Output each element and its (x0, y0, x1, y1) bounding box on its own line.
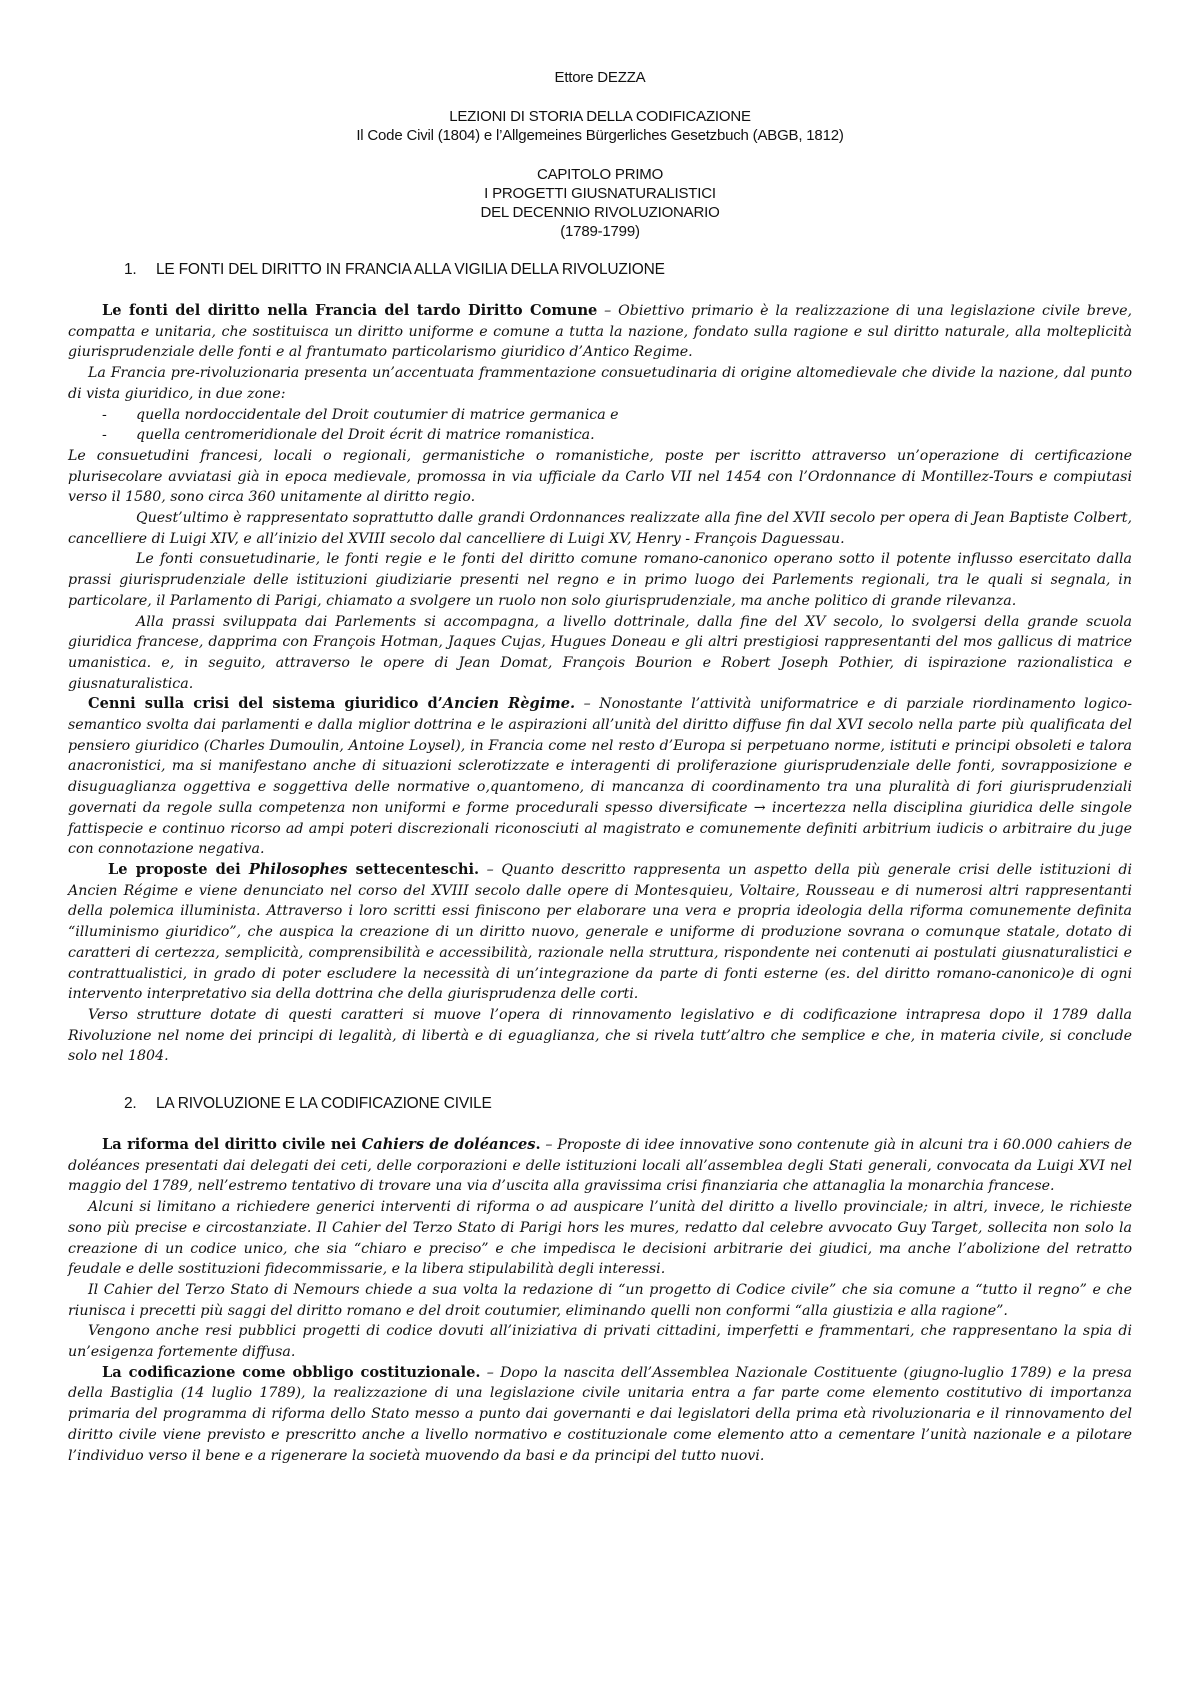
document-subtitle: Il Code Civil (1804) e l’Allgemeines Bürgerliches Gesetzbuch (ABGB, 1812) (356, 127, 844, 144)
paragraph (68, 1135, 1132, 1197)
paragraph-heading: Le fonti del diritto nella Francia del tardo Diritto Comune (102, 302, 598, 319)
chapter-heading (68, 165, 1132, 241)
paragraph: Quest’ultimo è rappresentato soprattutto dalle grandi Ordonnances realizzate alla fine del XVII secolo per opera di Jean Baptiste Colbert, cancelliere di Luigi XIV, e all’inizio del XVIII secolo dal cancelliere di Luigi XV, Henry - François Daguessau. (68, 510, 1132, 547)
paragraph (68, 860, 1132, 1005)
paragraph: Vengono anche resi pubblici progetti di codice dovuti all’iniziativa di privati cittadini, imperfetti e frammentari, che rappresentano la spia di un’esigenza fortemente diffusa. (68, 1323, 1132, 1361)
document-page (68, 68, 1132, 1466)
chapter-line: (1789-1799) (560, 223, 640, 240)
paragraph (68, 1363, 1132, 1467)
paragraph: Alla prassi sviluppata dai Parlements si accompagna, a livello dottrinale, dalla fine del XV secolo, lo svolgersi della grande scuola giuridica francese, dapprima con François Hotman, Jaques Cujas, Hugues Doneau e gli altri prestigiosi rappresentanti del mos gallicus di matrice umanistica. e, in seguito, attraverso le opere di Jean Domat, François Bourion e Robert Joseph Pothier, di ispirazione razionalistica e giusnaturalistica. (68, 613, 1132, 692)
list-item-text: quella nordoccidentale del Droit coutumier di matrice germanica e (136, 406, 619, 423)
paragraph-text: – Nonostante l’attività uniformatrice e di parziale riordinamento logico-semantico svolta dai parlamenti e dalla miglior dottrina e le aspirazioni all’unità del diritto diffuse fin dal XVI secolo nella parte più qualificata del pensiero giuridico (Charles Dumoulin, Antoine Loysel), in Francia come nel resto d’Europa si perpetuano norme, istituti e principi obsoleti e talora anacronistici, ma si manifestano anche di situazioni sclerotizzate e interagenti di proliferazione giurisprudenziale delle fonti, sovrapposizione e disuguaglianza oggettiva e soggettiva delle normative o,quantomeno, di mancanza di coordinamento tra una pluralità di fori giurisprudenziali governati da regole sulla competenza non uniformi e forme procedurali spesso diversificate (68, 696, 1133, 816)
paragraph-text: – Quanto descritto rappresenta un aspetto della più generale crisi delle istituzioni di Ancien Régime e viene denunciato nel corso del XVIII secolo dalle opere di Montesquieu, Voltaire, Rousseau e di numerosi altri rappresentanti della polemica illuminista. Attraverso i loro scritti essi finiscono per elaborare una vera e propria ideologia della riforma comunemente definita “illuminismo giuridico”, che auspica la creazione di un diritto nuovo, generale e uniforme di produzione sovrana o comunque statale, dotato di caratteri di certezza, semplicità, comprensibilità e accessibilità, razionale nella struttura, rispondente nei contenuti ai postulati giusnaturalistici e contrattualistici, in grado di poter escludere la necessità di un’integrazione da parte di fonti esterne (es. del diritto romano-canonico)e di ogni intervento interpretativo sia della dottrina che della giurisprudenza delle corti. (68, 861, 1132, 1003)
arrow-icon: → (753, 799, 766, 816)
paragraph-text: incertezza nella disciplina giuridica delle singole fattispecie e continuo ricorso ad ampi poteri discrezionali riconosciuti al magistrato e comunemente definiti arbitrium iudicis o arbitraire du juge con connotazione negativa. (68, 799, 1132, 858)
paragraph (68, 301, 1132, 363)
document-title: LEZIONI DI STORIA DELLA CODIFICAZIONE (449, 108, 751, 125)
paragraph (68, 694, 1132, 860)
paragraph-text: – Dopo la nascita dell’Assemblea Nazionale Costituente (giugno-luglio 1789) e la presa della Bastiglia (14 luglio 1789), la realizzazione di una legislazione civile unitaria entra a far parte come elemento costitutivo di importanza primaria del programma di riforma dello Stato messo a punto dai governanti e dai legislatori della prima età rivoluzionaria e il rinnovamento del diritto civile viene previsto e prescritto anche a livello normativo e costituzionale come elemento atto a cementare l’unità nazionale e a pilotare l’individuo verso il bene e a rigenerare la società muovendo da basi e da principi del tutto nuovi. (68, 1364, 1132, 1464)
chapter-line: DEL DECENNIO RIVOLUZIONARIO (480, 204, 720, 221)
list-item: - quella centromeridionale del Droit écrit di matrice romanistica. (102, 427, 595, 444)
chapter-line: CAPITOLO PRIMO (536, 166, 664, 183)
paragraph: Verso strutture dotate di questi caratteri si muove l’opera di rinnovamento legislativo e di codificazione intrapresa dopo il 1789 dalla Rivoluzione nel nome dei principi di legalità, di libertà e di eguaglianza, che si rivela tutt’altro che semplice e che, in materia civile, si conclude solo nel 1804. (68, 1006, 1132, 1065)
paragraph-heading: La codificazione come obbligo costituzionale. (102, 1363, 481, 1381)
zone-list (68, 405, 1132, 446)
paragraph-heading: La riforma del diritto civile nei Cahiers de doléances. (102, 1136, 541, 1154)
paragraph: La Francia pre-rivoluzionaria presenta un’accentuata frammentazione consuetudinaria di origine altomedievale che divide la nazione, dal punto di vista giuridico, in due zone: (68, 365, 1132, 402)
author: Ettore DEZZA (554, 69, 646, 86)
section-title: LE FONTI DEL DIRITTO IN FRANCIA ALLA VIGILIA DELLA RIVOLUZIONE (156, 261, 665, 278)
list-item: - quella nordoccidentale del Droit coutumier di matrice germanica e (102, 406, 619, 423)
section-number: 1. (124, 261, 137, 278)
section-number: 2. (124, 1095, 137, 1113)
section-heading-2 (124, 1095, 1132, 1113)
chapter-line: I PROGETTI GIUSNATURALISTICI (484, 185, 716, 202)
list-item-text: quella centromeridionale del Droit écrit di matrice romanistica. (136, 427, 595, 444)
paragraph-text: – Proposte di idee innovative sono contenute già in alcuni tra i 60.000 cahiers de doléances presentati dai delegati dei ceti, delle corporazioni e delle istituzioni locali all’assemblea degli Stati generali, convocata da Luigi XVI nel maggio del 1789, nell’estremo tentativo di trovare una via d’uscita alla gravissima crisi finanziaria che attanaglia la monarchia francese. (68, 1137, 1132, 1195)
paragraph-heading: Le proposte dei Philosophes settecenteschi. (108, 860, 480, 878)
title-block (68, 107, 1132, 145)
section-heading-1 (124, 261, 1132, 279)
paragraph: Il Cahier del Terzo Stato di Nemours chiede a sua volta la redazione di “un progetto di Codice civile” che sia comune a “tutto il regno” e che riunisca i precetti più saggi del diritto romano e del droit coutumier, eliminando quelli non conformi “alla giustizia e alla ragione”. (68, 1281, 1132, 1319)
paragraph: Le fonti consuetudinarie, le fonti regie e le fonti del diritto comune romano-canonico operano sotto il potente influsso esercitato dalla prassi giurisprudenziale delle istituzioni giudiziarie presenti nel regno e in primo luogo dei Parlements regionali, tra le quali si segnala, in particolare, il Parlamento di Parigi, chiamato a svolgere un ruolo non solo giurisprudenziale, ma anche politico di grande rilevanza. (68, 551, 1132, 609)
paragraph: Alcuni si limitano a richiedere generici interventi di riforma o ad auspicare l’unità del diritto a livello provinciale; in altri, invece, le richieste sono più precise e circostanziate. Il Cahier del Terzo Stato di Parigi hors les mures, redatto dal celebre avvocato Guy Target, sollecita non solo la creazione di un codice unico, che sia “chiaro e preciso” e che impedisca le decisioni arbitrarie dei giudici, ma anche l’abolizione del retratto feudale e delle sostituzioni fidecommissarie, e la libera stipulabilità degli interessi. (68, 1199, 1132, 1278)
paragraph-text: – Obiettivo primario è la realizzazione di una legislazione civile breve, compatta e unitaria, che sostituisca un diritto uniforme e comune a tutta la nazione, fondato sulla ragione e sul diritto naturale, alla molteplicità giurisprudenziale delle fonti e al frantumato particolarismo giuridico d’Antico Regime. (68, 303, 1132, 361)
paragraph-heading: Cenni sulla crisi del sistema giuridico d’Ancien Règime. (88, 695, 576, 713)
paragraph: Le consuetudini francesi, locali o regionali, germanistiche o romanistiche, poste per iscritto attraverso un’operazione di certificazione plurisecolare avviatasi già in epoca medievale, promossa in via ufficiale da Carlo VII nel 1454 con l’Ordonnance di Montillez-Tours e compiutasi verso il 1580, sono circa 360 unitamente al diritto regio. (68, 447, 1132, 506)
section-title: LA RIVOLUZIONE E LA CODIFICAZIONE CIVILE (156, 1095, 492, 1113)
